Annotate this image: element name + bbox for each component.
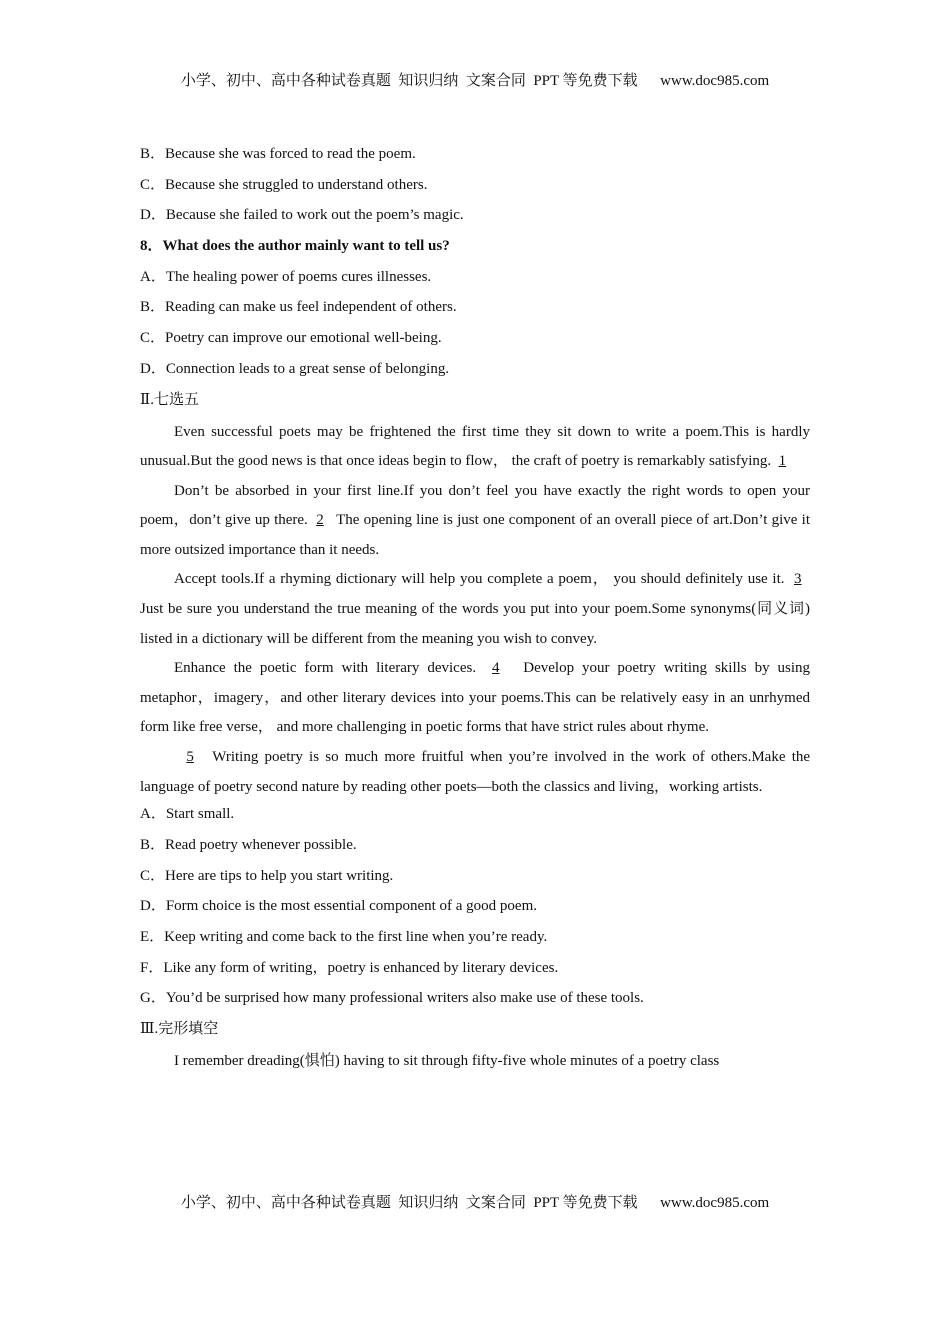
- section-3-first-line: I remember dreading(惧怕) having to sit through fifty-five whole minutes of a poetry class: [174, 1053, 720, 1070]
- s2-option-f: F．Like any form of writing，poetry is enhanced by literary devices.: [140, 959, 559, 976]
- page-header-banner: 小学、初中、高中各种试卷真题 知识归纳 文案合同 PPT 等免费下载 www.doc985.com: [180, 73, 770, 89]
- blank-4: 4: [491, 660, 500, 677]
- document-body: [140, 142, 810, 1077]
- passage-paragraph-2: [140, 477, 810, 566]
- s2-option-c: C．Here are tips to help you start writing.: [140, 867, 394, 884]
- paragraph-text: Even successful poets may be frightened the first time they sit down to write a poem.This is hardly unusual.But the good news is that once ideas begin to flow， the craft of poetry is remarkably satisfying.: [140, 423, 810, 470]
- paragraph-text: Writing poetry is so much more fruitful when you’re involved in the work of others.Make the language of poetry second nature by reading other poets—both the classics and living，working artists.: [140, 749, 811, 795]
- question-7-options: [140, 142, 810, 234]
- passage-paragraph-5: [140, 743, 810, 802]
- section-2-title: Ⅱ.七选五: [140, 391, 199, 408]
- section-3-title: Ⅲ.完形填空: [140, 1021, 219, 1038]
- question-8: [140, 234, 810, 387]
- q8-option-a: A．The healing power of poems cures illnesses.: [140, 268, 432, 285]
- s2-option-g: G．You’d be surprised how many professional writers also make use of these tools.: [140, 990, 644, 1007]
- q8-option-c: C．Poetry can improve our emotional well-being.: [140, 330, 442, 347]
- blank-1: 1: [778, 453, 787, 470]
- paragraph-text: The opening line is just one component of an overall piece of art.Don’t give it more outsized importance than it needs.: [140, 512, 811, 558]
- paragraph-text: Accept tools.If a rhyming dictionary will help you complete a poem， you should definitely use it.: [174, 571, 785, 588]
- paragraph-text: Just be sure you understand the true meaning of the words you put into your poem.Some synonyms(同义词) listed in a dictionary will be different from the meaning you wish to convey.: [140, 601, 810, 647]
- paragraph-text: Develop your poetry writing skills by using metaphor，imagery，and other literary devices into your poems.This can be relatively easy in an unrhymed form like free verse， and more challenging in poetic forms that have strict rules about rhyme.: [140, 660, 811, 736]
- q8-option-b: B．Reading can make us feel independent of others.: [140, 299, 457, 316]
- s2-option-e: E．Keep writing and come back to the first line when you’re ready.: [140, 928, 548, 945]
- s2-option-a: A．Start small.: [140, 806, 235, 823]
- paragraph-text: Don’t be absorbed in your first line.If you don’t feel you have exactly the right words to open your poem，don’t give up there.: [140, 482, 810, 529]
- passage-paragraph-4: [140, 654, 810, 743]
- paragraph-text: Enhance the poetic form with literary devices.: [174, 660, 477, 677]
- q7-option-b: B．Because she was forced to read the poem.: [140, 146, 416, 162]
- section-2-options: [140, 802, 810, 1017]
- q8-stem: 8．What does the author mainly want to tell us?: [140, 238, 450, 255]
- blank-3: 3: [794, 571, 802, 588]
- blank-5: 5: [186, 749, 194, 766]
- passage-paragraph-3: [140, 565, 810, 654]
- q8-option-d: D．Connection leads to a great sense of belonging.: [140, 360, 450, 377]
- s2-option-d: D．Form choice is the most essential component of a good poem.: [140, 898, 538, 915]
- page-footer-banner: 小学、初中、高中各种试卷真题 知识归纳 文案合同 PPT 等免费下载 www.doc985.com: [180, 1195, 770, 1211]
- q7-option-d: D．Because she failed to work out the poem’s magic.: [140, 207, 464, 224]
- passage-paragraph-1: [140, 418, 810, 477]
- s2-option-b: B．Read poetry whenever possible.: [140, 836, 357, 853]
- q7-option-c: C．Because she struggled to understand others.: [140, 176, 428, 193]
- blank-2: 2: [316, 512, 324, 529]
